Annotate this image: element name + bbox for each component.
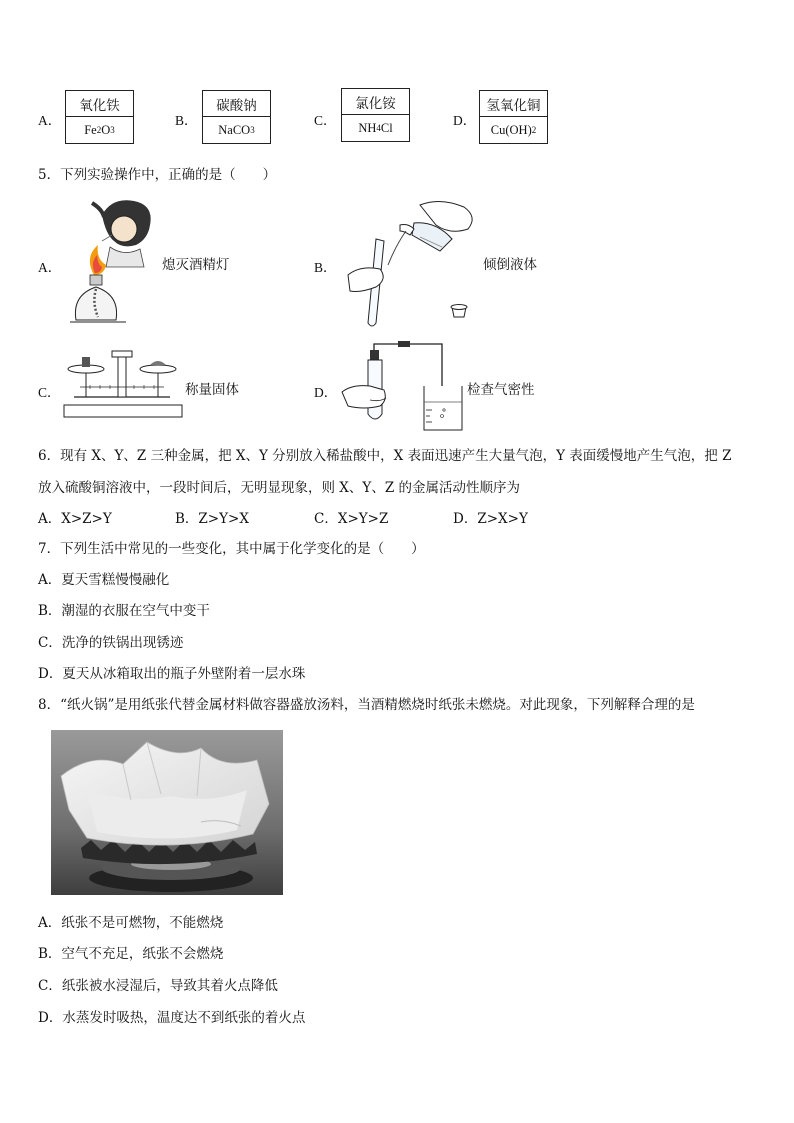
q4-option-c-name: 氯化铵	[342, 89, 409, 115]
q6-option-a: A．X>Z>Y	[38, 511, 112, 527]
pouring-liquid-illustration	[340, 195, 480, 330]
q5-option-b-caption: 倾倒液体	[483, 257, 537, 273]
q6-option-b: B．Z>Y>X	[175, 511, 249, 527]
q4-option-a-name: 氧化铁	[66, 91, 133, 117]
q5-option-b-letter: B．	[314, 260, 337, 275]
q8-option-b: B．空气不充足，纸张不会燃烧	[38, 946, 224, 962]
q4-option-a-label-box	[65, 90, 134, 144]
q4-option-c-letter: C．	[314, 113, 337, 128]
q5-option-d-letter: D．	[314, 385, 338, 400]
q7-option-c: C．洗净的铁锅出现锈迹	[38, 635, 184, 651]
q6-option-d: D．Z>X>Y	[453, 511, 528, 527]
q8-option-d: D．水蒸发时吸热，温度达不到纸张的着火点	[38, 1010, 306, 1026]
q7-option-b: B．潮湿的衣服在空气中变干	[38, 603, 210, 619]
q4-option-b-label-box	[202, 90, 271, 144]
q4-option-b-formula: NaCO 3	[218, 122, 255, 137]
q6-stem-line-1: 6．现有 X、Y、Z 三种金属，把 X、Y 分别放入稀盐酸中，X 表面迅速产生大量气泡，Y 表面缓慢地产生气泡，把 Z	[38, 448, 732, 464]
q4-option-c-label-box	[341, 88, 410, 142]
alcohol-lamp-blowing-illustration	[62, 195, 162, 330]
q4-option-c-formula: NH 4 Cl	[358, 120, 393, 135]
q5-option-c-letter: C．	[38, 385, 61, 400]
q4-option-d-letter: D．	[453, 113, 477, 128]
q4-option-a-formula: Fe 2 O 3	[84, 122, 115, 137]
q6-option-c: C．X>Y>Z	[314, 511, 389, 527]
q5-option-c-caption: 称量固体	[185, 382, 239, 398]
q8-option-a: A．纸张不是可燃物，不能燃烧	[38, 915, 224, 931]
q4-option-d-label-box	[479, 90, 548, 144]
q8-stem: 8．“纸火锅”是用纸张代替金属材料做容器盛放汤料，当酒精燃烧时纸张未燃烧。对此现象，下列解释合理的是	[38, 697, 695, 713]
paper-hotpot-photo	[51, 730, 283, 895]
q5-option-d-caption: 检查气密性	[467, 382, 535, 398]
q4-option-a-letter: A．	[38, 113, 62, 128]
q4-option-b-name: 碳酸钠	[203, 91, 270, 117]
q7-option-a: A．夏天雪糕慢慢融化	[38, 572, 170, 588]
q4-option-d-name: 氢氧化铜	[480, 91, 547, 117]
q7-stem: 7．下列生活中常见的一些变化，其中属于化学变化的是（ ）	[38, 541, 425, 557]
q4-option-d-formula: Cu(OH) 2	[490, 122, 537, 137]
q8-option-c: C．纸张被水浸湿后，导致其着火点降低	[38, 978, 278, 994]
q4-option-b-letter: B．	[175, 113, 198, 128]
q5-stem: 5．下列实验操作中，正确的是（ ）	[38, 167, 277, 183]
balance-weighing-illustration	[60, 347, 185, 422]
q5-option-a-letter: A．	[38, 260, 62, 275]
airtightness-check-illustration	[340, 340, 466, 432]
q5-option-a-caption: 熄灭酒精灯	[162, 257, 230, 273]
q7-option-d: D．夏天从冰箱取出的瓶子外壁附着一层水珠	[38, 666, 306, 682]
q6-stem-line-2: 放入硫酸铜溶液中，一段时间后，无明显现象，则 X、Y、Z 的金属活动性顺序为	[38, 480, 520, 496]
